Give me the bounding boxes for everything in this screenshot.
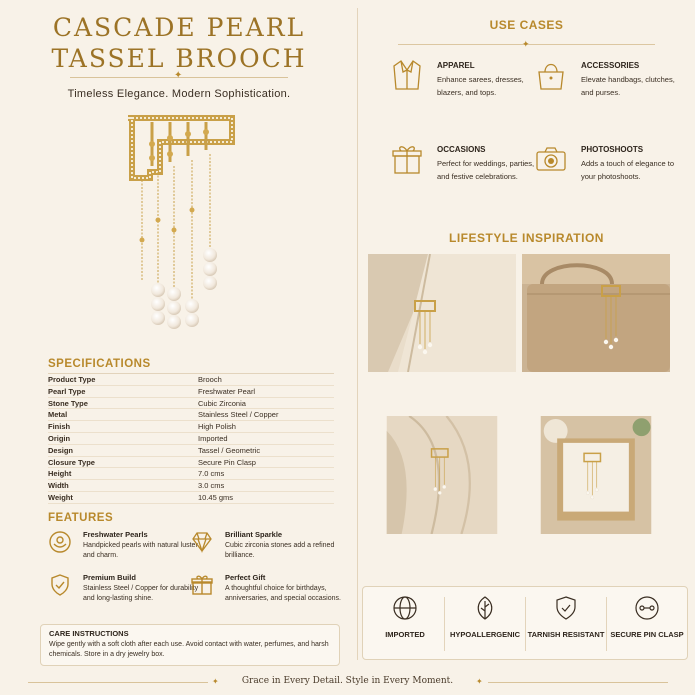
use-case-title: ACCESSORIES	[581, 61, 640, 70]
spec-value: High Polish	[198, 422, 236, 432]
spec-row	[48, 386, 334, 398]
badge-label: HYPOALLERGENIC	[449, 630, 520, 639]
badge-hypoallergenic	[445, 595, 525, 640]
spec-key: Width	[48, 481, 69, 491]
specifications-heading: SPECIFICATIONS	[48, 358, 151, 370]
spec-key: Height	[48, 469, 72, 479]
feature-desc: Stainless Steel / Copper for durability and long-lasting shine.	[83, 585, 199, 602]
feature-desc: Cubic zirconia stones add a refined brilliance.	[225, 542, 335, 559]
spec-value: Freshwater Pearl	[198, 386, 256, 396]
gift-box-icon	[390, 142, 424, 176]
badge-label: SECURE PIN CLASP	[610, 630, 684, 639]
spec-key: Origin	[48, 433, 71, 443]
care-title: CARE INSTRUCTIONS	[49, 629, 129, 638]
care-text: Wipe gently with a soft cloth after each use. Avoid contact with water, perfumes, and harsh chemicals. Store in a dry jewelry box.	[49, 641, 329, 658]
spec-row	[48, 409, 334, 421]
sparkle-icon: ✦	[522, 39, 530, 49]
tagline: Timeless Elegance. Modern Sophistication.	[67, 88, 291, 100]
spec-value: 3.0 cms	[198, 481, 225, 491]
sparkle-icon: ✦	[476, 677, 483, 686]
spec-value: Brooch	[198, 375, 222, 384]
right-column	[358, 0, 695, 695]
brooch-image	[110, 110, 260, 340]
spec-key: Product Type	[48, 375, 96, 384]
product-title-line2: TASSEL BROOCH	[51, 44, 307, 73]
feature-title: Freshwater Pearls	[83, 530, 148, 539]
badges-bar	[362, 586, 688, 660]
footer-divider-right	[488, 682, 668, 683]
footer-tagline: Grace in Every Detail. Style in Every Moment.	[241, 676, 454, 686]
use-cases-heading: USE CASES	[489, 18, 564, 32]
badge-label: IMPORTED	[385, 630, 425, 639]
features-heading: FEATURES	[48, 512, 114, 524]
spec-row	[48, 433, 334, 445]
pin-clasp-icon	[634, 595, 660, 621]
feature-desc: A thoughtful choice for birthdays, anniversaries, and special occasions.	[225, 585, 341, 602]
spec-value: Cubic Zirconia	[198, 398, 246, 408]
badge-label: TARNISH RESISTANT	[527, 630, 605, 639]
product-title-line1: CASCADE PEARL	[52, 13, 306, 42]
lifestyle-photo-handbag	[522, 254, 670, 372]
spec-row	[48, 457, 334, 469]
use-case-title: PHOTOSHOOTS	[581, 145, 644, 154]
badge-imported	[365, 595, 445, 640]
care-instructions-box	[40, 624, 340, 666]
use-case-desc: Adds a touch of elegance to your photoshoots.	[581, 159, 674, 181]
use-case-desc: Elevate handbags, clutches, and purses.	[581, 75, 675, 97]
spec-key: Finish	[48, 422, 71, 432]
blazer-icon	[390, 58, 424, 92]
badge-secure-pin-clasp	[607, 595, 687, 640]
spec-key: Stone Type	[48, 398, 88, 408]
spec-value: Tassel / Geometric	[198, 445, 261, 455]
spec-value: Secure Pin Clasp	[198, 457, 256, 467]
feature-title: Premium Build	[83, 573, 136, 582]
gift-icon	[190, 573, 214, 597]
spec-row	[48, 480, 334, 492]
diamond-icon	[190, 530, 214, 554]
use-case-desc: Perfect for weddings, parties, and festive celebrations.	[437, 159, 535, 181]
spec-row	[48, 398, 334, 410]
shield-check-icon	[553, 595, 579, 621]
feature-title: Brilliant Sparkle	[225, 530, 283, 539]
shield-check-icon	[48, 573, 72, 597]
leaf-icon	[472, 595, 498, 621]
spec-row	[48, 445, 334, 457]
spec-row	[48, 374, 334, 386]
lifestyle-photo-blazer	[368, 254, 516, 372]
spec-row	[48, 421, 334, 433]
spec-key: Metal	[48, 410, 68, 420]
sparkle-icon: ✦	[212, 677, 219, 686]
feature-desc: Handpicked pearls with natural luster and charm.	[83, 542, 198, 559]
spec-key: Weight	[48, 492, 73, 502]
spec-row	[48, 492, 334, 504]
lifestyle-photo-gift-box	[522, 416, 670, 534]
handbag-icon	[534, 58, 568, 92]
specifications-table	[48, 373, 334, 504]
use-case-title: OCCASIONS	[437, 145, 486, 154]
lifestyle-photo-scarf	[368, 416, 516, 534]
lifestyle-heading: LIFESTYLE INSPIRATION	[449, 231, 604, 245]
spec-key: Design	[48, 445, 74, 455]
badge-tarnish-resistant	[526, 595, 606, 640]
spec-key: Closure Type	[48, 457, 95, 467]
feature-title: Perfect Gift	[225, 573, 266, 582]
pearl-icon	[48, 530, 72, 554]
globe-icon	[392, 595, 418, 621]
sparkle-icon: ✦	[174, 70, 183, 81]
spec-row	[48, 468, 334, 480]
spec-value: 7.0 cms	[198, 469, 225, 479]
use-case-desc: Enhance sarees, dresses, blazers, and tops.	[437, 75, 524, 97]
use-case-title: APPAREL	[437, 61, 475, 70]
spec-value: 10.45 gms	[198, 492, 234, 502]
spec-key: Pearl Type	[48, 386, 86, 396]
spec-value: Imported	[198, 433, 228, 443]
spec-value: Stainless Steel / Copper	[198, 410, 279, 420]
camera-icon	[534, 142, 568, 176]
